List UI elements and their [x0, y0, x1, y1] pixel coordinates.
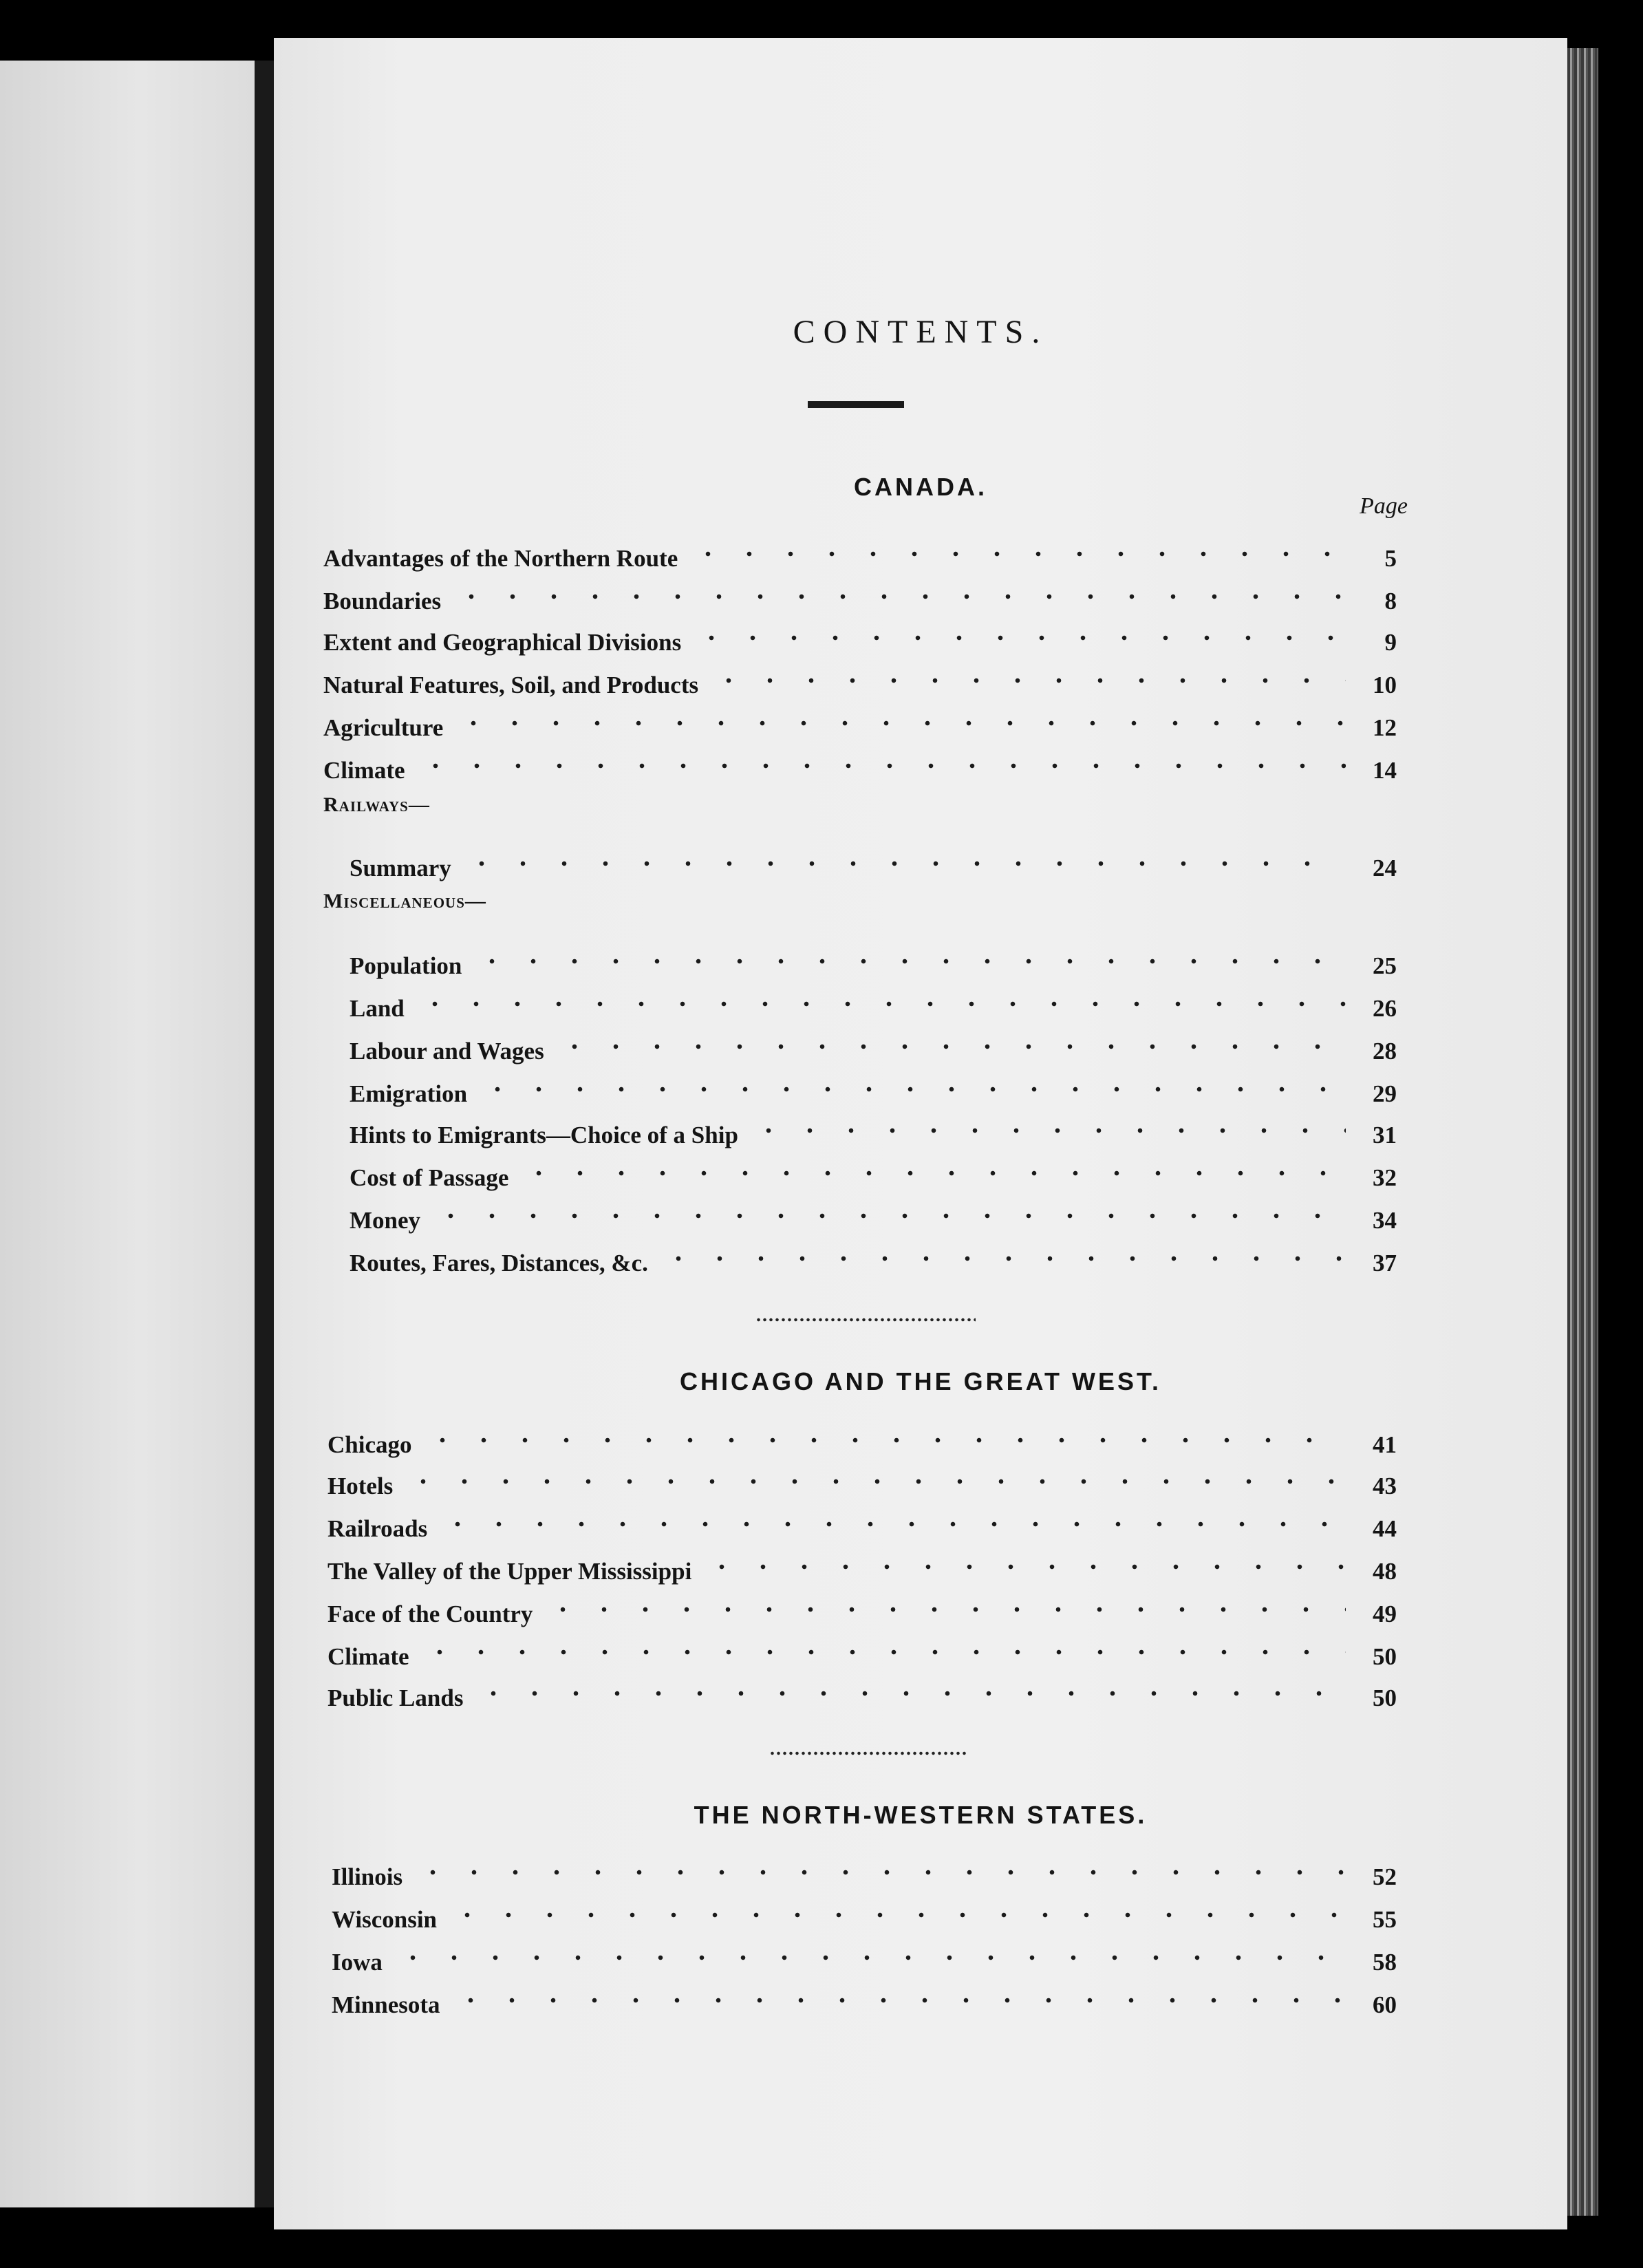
toc-entry-page: 50 [1373, 1643, 1397, 1670]
dot-leader [451, 573, 1346, 609]
toc-entry-label: Advantages of the Northern Route [323, 545, 678, 572]
dot-leader [419, 1629, 1346, 1665]
group-label-railways: Railways— [323, 793, 430, 816]
toc-entry-page: 32 [1373, 1164, 1397, 1191]
toc-entry-label: Public Lands [327, 1684, 464, 1711]
toc-entry[interactable] [350, 1150, 1397, 1191]
dot-leader [453, 700, 1346, 736]
book-gutter [255, 61, 274, 2207]
toc-entry[interactable] [323, 657, 1397, 698]
toc-entry[interactable] [350, 1192, 1397, 1234]
toc-entry[interactable] [327, 1417, 1397, 1458]
dot-leader [554, 1023, 1346, 1059]
dot-leader [471, 938, 1346, 974]
dot-leader [708, 657, 1346, 693]
toc-entry[interactable] [323, 742, 1397, 784]
toc-entry-page: 44 [1373, 1515, 1397, 1542]
dot-leader [422, 1417, 1346, 1453]
toc-entry[interactable] [350, 1066, 1397, 1107]
toc-entry-page: 25 [1373, 952, 1397, 979]
toc-entry[interactable] [327, 1670, 1397, 1711]
toc-entry[interactable] [327, 1458, 1397, 1499]
toc-entry[interactable] [332, 1892, 1397, 1933]
toc-entry-page: 37 [1373, 1250, 1397, 1276]
toc-entry-label: Population [350, 952, 462, 979]
toc-entry-label: Railroads [327, 1515, 428, 1542]
toc-entry-label: Extent and Geographical Divisions [323, 629, 682, 656]
toc-entry-label: Chicago [327, 1431, 412, 1458]
dot-leader [542, 1586, 1346, 1622]
toc-entry[interactable] [350, 1023, 1397, 1065]
toc-entry-page: 5 [1384, 545, 1397, 572]
toc-entry-page: 34 [1373, 1207, 1397, 1234]
toc-entry-label: Natural Features, Soil, and Products [323, 672, 699, 698]
toc-entry-page: 8 [1384, 588, 1397, 614]
dot-leader [412, 1849, 1346, 1885]
toc-entry-page: 48 [1373, 1558, 1397, 1585]
toc-entry-page: 58 [1373, 1949, 1397, 1976]
toc-entry-label: Illinois [332, 1863, 403, 1890]
facing-page [0, 61, 255, 2207]
toc-entry[interactable] [327, 1629, 1397, 1670]
section-separator [769, 1751, 969, 1755]
toc-entry-label: Wisconsin [332, 1906, 438, 1933]
toc-entry[interactable] [327, 1586, 1397, 1627]
dot-leader [430, 1192, 1346, 1228]
toc-entry-page: 52 [1373, 1863, 1397, 1890]
toc-entry-label: Hotels [327, 1473, 394, 1499]
dot-leader [414, 981, 1346, 1016]
toc-entry[interactable] [327, 1501, 1397, 1542]
dot-leader [392, 1934, 1346, 1970]
toc-entry-label: Minnesota [332, 1991, 440, 2018]
toc-entry[interactable] [350, 1235, 1397, 1276]
toc-entry-page: 9 [1384, 629, 1397, 656]
toc-entry-label: Iowa [332, 1949, 383, 1976]
section-separator [755, 1318, 976, 1322]
toc-entry-page: 31 [1373, 1122, 1397, 1148]
toc-entry-label: Routes, Fares, Distances, &c. [350, 1250, 648, 1276]
toc-entry[interactable] [323, 531, 1397, 572]
toc-entry-page: 24 [1373, 855, 1397, 881]
dot-leader [658, 1235, 1346, 1271]
toc-entry[interactable] [350, 938, 1397, 979]
dot-leader [437, 1501, 1346, 1537]
toc-entry-page: 41 [1373, 1431, 1397, 1458]
dot-leader [473, 1670, 1346, 1706]
dot-leader [691, 614, 1346, 650]
toc-entry-page: 28 [1373, 1038, 1397, 1065]
toc-entry-page: 49 [1373, 1601, 1397, 1627]
toc-entry-label: Climate [323, 757, 405, 784]
toc-entry[interactable] [323, 614, 1397, 656]
page-edges [1567, 48, 1598, 2216]
toc-entry-label: Labour and Wages [350, 1038, 544, 1065]
toc-entry-page: 43 [1373, 1473, 1397, 1499]
toc-entry[interactable] [350, 840, 1397, 881]
dot-leader [447, 1892, 1346, 1927]
dot-leader [518, 1150, 1346, 1186]
group-label-miscellaneous: Miscellaneous— [323, 890, 486, 912]
section-heading-chicago: CHICAGO AND THE GREAT WEST. [680, 1367, 1161, 1395]
toc-entry-label: The Valley of the Upper Mississippi [327, 1558, 692, 1585]
toc-entry-page: 12 [1373, 714, 1397, 741]
toc-entry[interactable] [332, 1934, 1397, 1976]
toc-entry[interactable] [323, 573, 1397, 614]
dot-leader [461, 840, 1346, 876]
contents-page [274, 38, 1567, 2229]
toc-entry[interactable] [332, 1849, 1397, 1890]
dot-leader [402, 1458, 1346, 1494]
dot-leader [687, 531, 1346, 566]
dot-leader [415, 742, 1346, 778]
toc-entry-page: 10 [1373, 672, 1397, 698]
toc-entry-label: Boundaries [323, 588, 442, 614]
page-column-label: Page [1360, 493, 1408, 519]
toc-entry-label: Hints to Emigrants—Choice of a Ship [350, 1122, 738, 1148]
toc-entry[interactable] [332, 1977, 1397, 2018]
toc-entry[interactable] [327, 1543, 1397, 1585]
page-title: CONTENTS. [793, 314, 1049, 350]
dot-leader [748, 1107, 1346, 1143]
toc-entry-label: Face of the Country [327, 1601, 533, 1627]
toc-entry-label: Land [350, 995, 405, 1022]
dot-leader [450, 1977, 1346, 2013]
toc-entry-page: 29 [1373, 1080, 1397, 1107]
section-heading-north-western-states: THE NORTH-WESTERN STATES. [694, 1801, 1148, 1829]
section-heading-canada: CANADA. [854, 473, 987, 501]
toc-entry-label: Climate [327, 1643, 409, 1670]
dot-leader [477, 1066, 1346, 1102]
toc-entry[interactable] [323, 700, 1397, 741]
toc-entry-label: Money [350, 1207, 421, 1234]
title-rule [808, 401, 904, 408]
toc-entry-label: Cost of Passage [350, 1164, 509, 1191]
toc-entry-page: 14 [1373, 757, 1397, 784]
dot-leader [701, 1543, 1346, 1579]
toc-entry[interactable] [350, 1107, 1397, 1148]
toc-entry-page: 26 [1373, 995, 1397, 1022]
toc-entry-page: 50 [1373, 1684, 1397, 1711]
toc-entry-page: 60 [1373, 1991, 1397, 2018]
toc-entry-label: Summary [350, 855, 451, 881]
toc-entry-page: 55 [1373, 1906, 1397, 1933]
toc-entry-label: Emigration [350, 1080, 468, 1107]
toc-entry-label: Agriculture [323, 714, 444, 741]
toc-entry[interactable] [350, 981, 1397, 1022]
